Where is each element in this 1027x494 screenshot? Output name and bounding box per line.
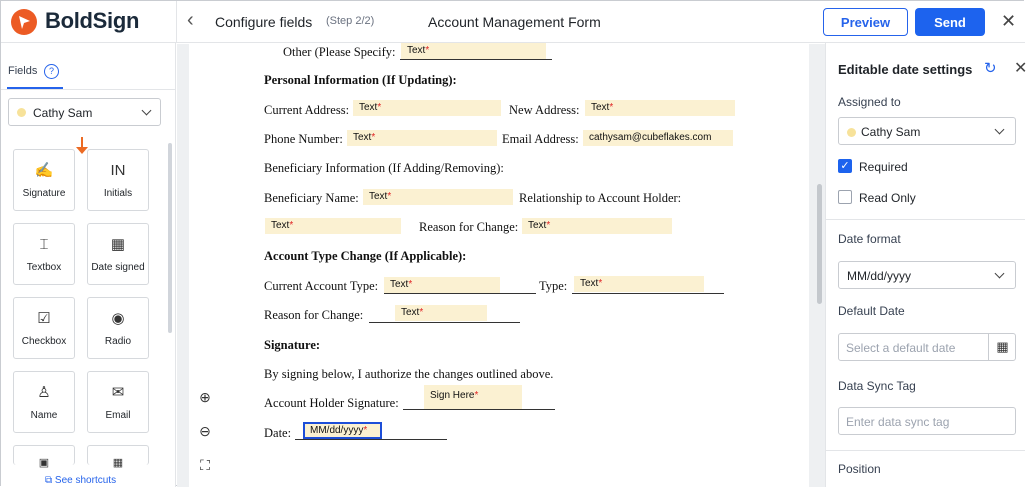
fit-to-screen-icon[interactable]: ⛶ <box>200 457 210 473</box>
doc-text: Relationship to Account Holder: <box>519 191 682 205</box>
assigned-to-value: Cathy Sam <box>861 125 921 139</box>
preview-button[interactable]: Preview <box>823 8 908 36</box>
tile-label: Textbox <box>26 262 62 273</box>
header <box>1 1 1025 43</box>
panel-divider <box>826 219 1025 220</box>
text-field[interactable] <box>574 276 704 292</box>
field-tile-signature[interactable] <box>13 149 75 211</box>
doc-text: Date: <box>264 426 292 440</box>
field-label: MM/dd/yyyy <box>310 425 364 436</box>
underline <box>400 59 552 60</box>
send-button[interactable]: Send <box>915 8 985 36</box>
field-label: Text <box>353 132 372 143</box>
doc-text: Reason for Change: <box>419 220 519 234</box>
text-field[interactable] <box>363 189 513 205</box>
required-mark: * <box>377 102 382 113</box>
required-mark: * <box>408 279 413 290</box>
signer-name: Cathy Sam <box>33 106 93 120</box>
field-label: Text <box>271 220 290 231</box>
checkbox-icon: ☑ <box>37 310 51 327</box>
calendar-icon[interactable]: ▦ <box>988 334 1016 360</box>
signer-color-dot <box>17 108 26 117</box>
default-date-input[interactable] <box>838 333 1016 361</box>
panel-title: Editable date settings <box>838 62 973 77</box>
boldsign-logo-icon <box>11 9 37 35</box>
date-field-selected[interactable] <box>303 422 382 439</box>
sync-tag-placeholder: Enter data sync tag <box>846 415 950 429</box>
tile-label: Checkbox <box>21 336 67 347</box>
field-label: Text <box>580 278 599 289</box>
section-heading: Account Type Change (If Applicable): <box>264 249 467 263</box>
see-shortcuts-link[interactable] <box>45 475 116 486</box>
signer-select[interactable] <box>8 98 161 126</box>
text-field[interactable] <box>347 130 497 146</box>
logo-text: BoldSign <box>45 8 140 33</box>
required-mark: * <box>598 278 603 289</box>
tile-label: Email <box>105 410 131 421</box>
refresh-icon[interactable]: ↻ <box>984 60 997 77</box>
textbox-icon: ⌶ <box>39 236 49 253</box>
required-mark: * <box>289 220 294 231</box>
field-label: Text <box>591 102 610 113</box>
field-label: Text <box>369 191 388 202</box>
zoom-out-icon[interactable]: ⊖ <box>199 423 211 439</box>
text-field[interactable] <box>522 218 672 234</box>
underline <box>403 409 555 410</box>
properties-panel <box>825 43 1025 487</box>
default-date-label: Default Date <box>838 304 905 318</box>
sidebar-scrollbar[interactable] <box>168 143 172 333</box>
help-icon[interactable]: ? <box>44 64 59 79</box>
chevron-down-icon <box>142 106 152 116</box>
field-label: Text <box>528 220 547 231</box>
sync-tag-label: Data Sync Tag <box>838 379 916 393</box>
section-heading: Signature: <box>264 338 321 352</box>
document-page <box>189 44 809 494</box>
sync-tag-input[interactable] <box>838 407 1016 435</box>
required-mark: * <box>425 45 430 56</box>
section-heading: Personal Information (If Updating): <box>264 73 457 87</box>
required-mark: * <box>371 132 376 143</box>
fields-sidebar <box>1 43 176 487</box>
document-canvas[interactable] <box>177 44 825 487</box>
calendar-icon: ▦ <box>110 236 126 253</box>
doc-text: Current Address: <box>264 103 350 117</box>
tab-fields[interactable]: Fields <box>8 65 38 77</box>
text-field[interactable] <box>401 43 546 59</box>
field-tile-textbox[interactable] <box>13 223 75 285</box>
text-field[interactable] <box>353 100 501 116</box>
field-label: Text <box>390 279 409 290</box>
read-only-checkbox[interactable] <box>838 190 852 204</box>
envelope-icon: ✉ <box>111 384 125 401</box>
signature-icon: ✍ <box>34 162 54 179</box>
assigned-to-select[interactable] <box>838 117 1016 145</box>
underline <box>295 439 447 440</box>
required-checkbox[interactable]: ✓ <box>838 159 852 173</box>
doc-text: Current Account Type: <box>264 279 379 293</box>
header-divider <box>176 1 177 43</box>
doc-text: Beneficiary Name: <box>264 191 359 205</box>
required-mark: * <box>363 425 368 436</box>
chevron-down-icon <box>995 125 1005 135</box>
required-mark: * <box>609 102 614 113</box>
signature-field[interactable] <box>424 385 522 409</box>
doc-text: New Address: <box>509 103 580 117</box>
field-tile-name[interactable] <box>13 371 75 433</box>
chevron-down-icon <box>995 269 1005 279</box>
required-mark: * <box>387 191 392 202</box>
field-tile-partial[interactable] <box>87 445 149 469</box>
tile-label: Name <box>30 410 58 421</box>
external-link-icon: ⧉ <box>45 475 55 486</box>
radio-icon: ◉ <box>111 310 125 327</box>
field-tile-partial[interactable] <box>13 445 75 469</box>
zoom-controls <box>190 384 220 480</box>
underline <box>369 322 520 323</box>
required-mark: * <box>546 220 551 231</box>
text-field[interactable] <box>395 305 487 321</box>
doc-text: Beneficiary Information (If Adding/Removing): <box>264 161 504 175</box>
doc-text: Phone Number: <box>264 132 343 146</box>
close-icon[interactable]: ✕ <box>1014 60 1027 77</box>
text-field[interactable] <box>585 100 735 116</box>
tile-label: Signature <box>22 188 66 199</box>
doc-text: Account Holder Signature: <box>264 396 399 410</box>
tile-label: Date signed <box>91 262 145 273</box>
initials-icon: IN <box>110 162 126 179</box>
default-date-placeholder: Select a default date <box>846 341 956 355</box>
canvas-scrollbar[interactable] <box>817 184 822 304</box>
required-label: Required <box>859 160 908 174</box>
required-mark: * <box>419 307 424 318</box>
doc-text: Reason for Change: <box>264 308 364 322</box>
position-label: Position <box>838 462 881 476</box>
email-field[interactable]: cathysam@cubeflakes.com <box>583 130 733 146</box>
text-field[interactable] <box>384 277 500 293</box>
date-format-select[interactable] <box>838 261 1016 289</box>
underline <box>384 293 536 294</box>
signer-color-dot <box>847 128 856 137</box>
text-field[interactable] <box>265 218 401 234</box>
field-label: Text <box>359 102 378 113</box>
required-mark: * <box>474 390 479 401</box>
briefcase-icon: ▣ <box>38 457 50 469</box>
field-label: Text <box>407 45 426 56</box>
sidebar-divider <box>1 89 175 90</box>
close-icon[interactable]: ✕ <box>1001 11 1017 31</box>
zoom-in-icon[interactable]: ⊕ <box>199 389 211 405</box>
panel-divider <box>826 450 1025 451</box>
doc-text: Email Address: <box>502 132 579 146</box>
person-icon: ♙ <box>37 384 51 401</box>
field-tile-radio[interactable] <box>87 297 149 359</box>
doc-text: Type: <box>539 279 568 293</box>
tile-label: Initials <box>103 188 133 199</box>
field-tile-checkbox[interactable] <box>13 297 75 359</box>
doc-text: By signing below, I authorize the changes outlined above. <box>264 367 554 381</box>
date-format-label: Date format <box>838 232 901 246</box>
date-format-value: MM/dd/yyyy <box>847 269 912 283</box>
assigned-to-label: Assigned to <box>838 95 901 109</box>
field-tile-initials[interactable] <box>87 149 149 211</box>
read-only-label: Read Only <box>859 191 916 205</box>
field-tile-email[interactable] <box>87 371 149 433</box>
page-title: Configure fields <box>215 14 313 30</box>
tile-label: Radio <box>104 336 132 347</box>
document-name: Account Management Form <box>428 14 601 30</box>
field-tile-date-signed[interactable] <box>87 223 149 285</box>
field-label: Sign Here <box>430 390 475 401</box>
back-icon[interactable]: ‹ <box>187 9 194 31</box>
underline <box>572 293 724 294</box>
doc-text: Other (Please Specify: <box>283 45 396 59</box>
see-shortcuts-label: See shortcuts <box>54 475 117 486</box>
grid-icon: ▦ <box>112 457 124 469</box>
step-indicator: (Step 2/2) <box>326 15 375 27</box>
field-label: Text <box>401 307 420 318</box>
